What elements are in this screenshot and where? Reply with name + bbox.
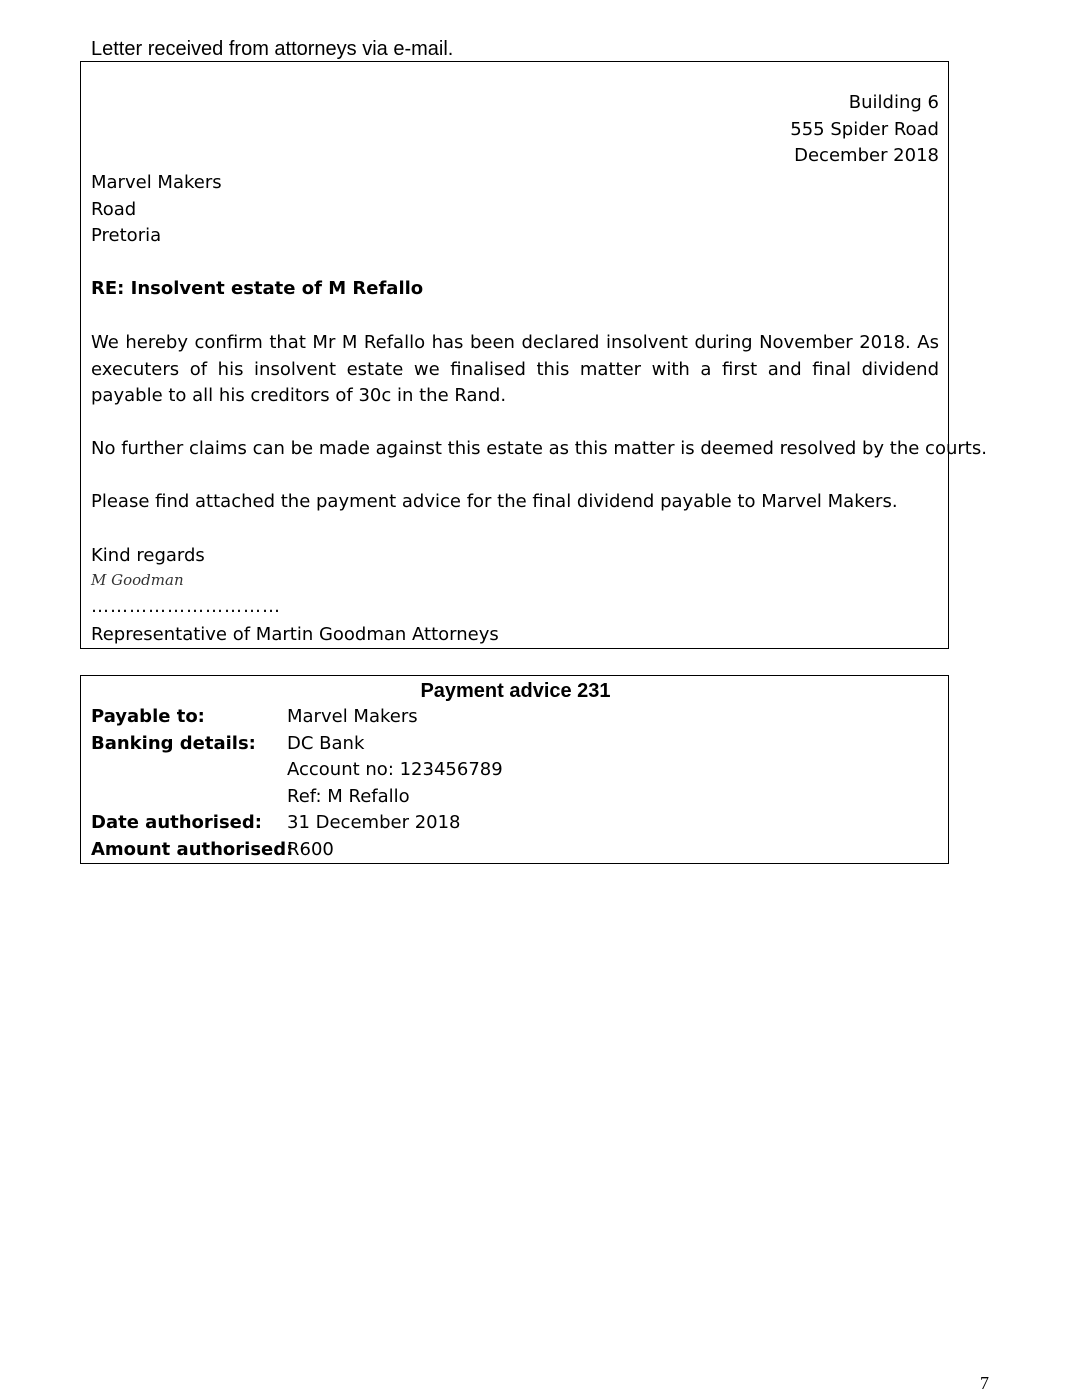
sender-address-line: Building 6: [848, 92, 939, 113]
letter-paragraph: Please find attached the payment advice for the final dividend payable to Marvel Makers.: [91, 491, 898, 512]
representative-line: Representative of Martin Goodman Attorneys: [91, 624, 499, 645]
payable-to-value: Marvel Makers: [287, 706, 418, 727]
recipient-address: [91, 170, 222, 250]
signature-line: …………………………: [91, 596, 281, 617]
recipient-address-line: Pretoria: [91, 225, 162, 247]
letter-paragraph: We hereby confirm that Mr M Refallo has been declared insolvent during November 2018. As executers of his insolvent estate we finalised this matter with a first and final dividend payable to all his creditors of 30c in the Rand.: [91, 332, 939, 407]
page-number: 7: [980, 1373, 989, 1393]
account-number: Account no: 123456789: [287, 759, 503, 780]
document-caption: Letter received from attorneys via e-mail.: [91, 38, 454, 60]
sender-address: [790, 90, 939, 170]
payable-to-label: Payable to:: [91, 706, 205, 727]
letter-date: December 2018: [794, 145, 939, 167]
amount-authorised-label: Amount authorised:: [91, 839, 294, 860]
amount-authorised-value: R600: [287, 839, 334, 860]
payment-advice-title: Payment advice 231: [420, 680, 611, 702]
date-authorised-label: Date authorised:: [91, 812, 262, 833]
recipient-address-line: Road: [91, 198, 137, 220]
letter-box: [80, 61, 987, 649]
recipient-address-line: Marvel Makers: [91, 172, 222, 193]
bank-name: DC Bank: [287, 733, 365, 754]
letter-closing: Kind regards: [91, 545, 205, 566]
handwritten-signature: M Goodman: [91, 571, 184, 589]
letter-subject: RE: Insolvent estate of M Refallo: [91, 278, 424, 299]
letter-paragraph: No further claims can be made against this estate as this matter is deemed resolved by the courts.: [91, 438, 987, 459]
sender-address-line: 555 Spider Road: [790, 118, 939, 140]
banking-details-label: Banking details:: [91, 733, 256, 754]
payment-advice-box: [80, 675, 949, 864]
date-authorised-value: 31 December 2018: [287, 812, 461, 833]
payment-reference: Ref: M Refallo: [287, 786, 410, 807]
